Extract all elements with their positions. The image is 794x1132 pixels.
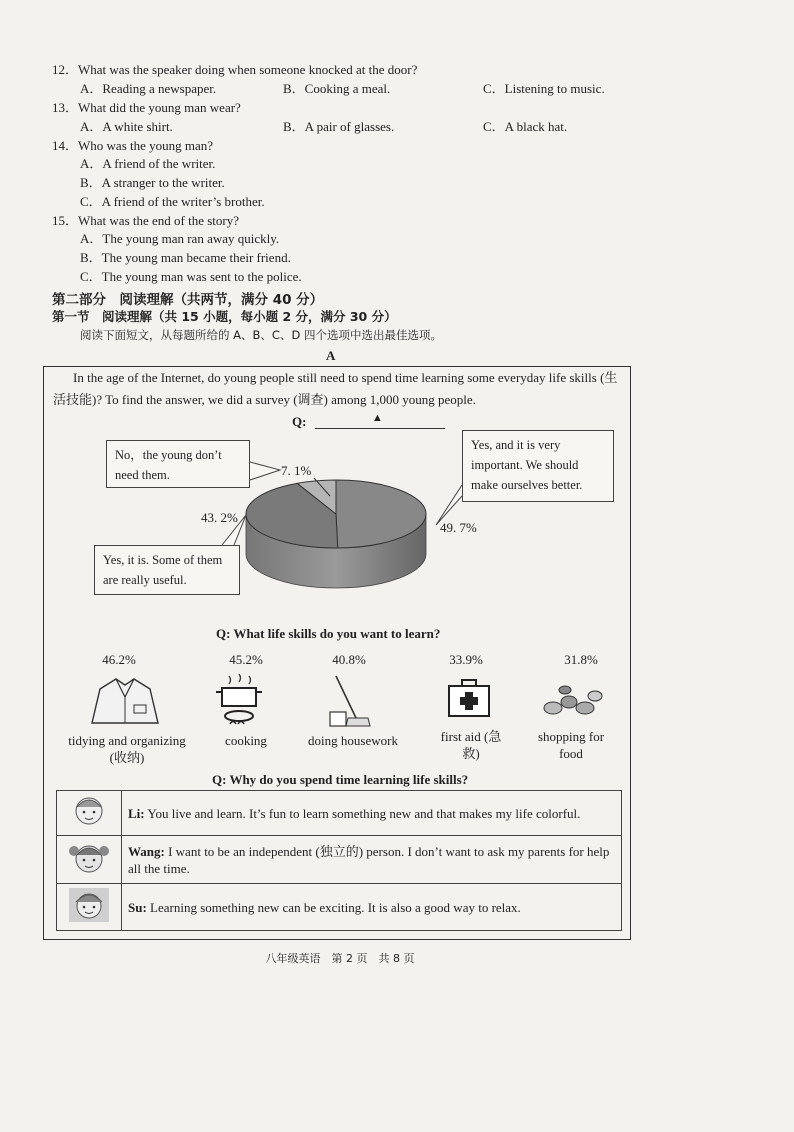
food-icon <box>541 684 607 718</box>
reason-name-wang: Wang: <box>128 843 165 859</box>
pie-label-no: 7. 1% <box>281 463 312 478</box>
callout-yes-important: Yes, and it is very important. We should make ourselves better. <box>462 430 614 502</box>
reason-text-li: You live and learn. It’s fun to learn something new and that makes my life colorful. <box>147 805 581 821</box>
section-instruction: 阅读下面短文，从每题所给的 A、B、C、D 四个选项中选出最佳选项。 <box>80 328 442 342</box>
q14-option-c: C．A friend of the writer’s brother. <box>80 194 265 209</box>
girl-face-icon <box>67 886 111 924</box>
q12-option-a: A．Reading a newspaper. <box>80 81 217 96</box>
q14-option-b: B．A stranger to the writer. <box>80 175 225 190</box>
q13-option-b: B．A pair of glasses. <box>283 119 395 134</box>
face-wang <box>57 836 122 884</box>
skill-name-firstaid: first aid (急救) <box>440 729 502 761</box>
q14-option-a: A．A friend of the writer. <box>80 156 216 171</box>
girl-face-icon <box>67 839 111 877</box>
pie-label-yes-important: 49. 7% <box>440 520 477 535</box>
face-su <box>57 884 122 931</box>
q15-option-c: C．The young man was sent to the police. <box>80 269 302 284</box>
pot-icon <box>214 672 264 728</box>
page-footer: 八年级英语 第 2 页 共 8 页 <box>265 952 415 965</box>
face-li <box>57 791 122 836</box>
skill-pct-tidying: 46.2% <box>102 652 136 667</box>
table-row <box>57 884 622 931</box>
reason-name-su: Su: <box>128 899 147 915</box>
table-row <box>57 836 622 884</box>
skill-name-shopping: shopping for food <box>537 729 605 761</box>
callout-no: No，the young don’t need them. <box>106 440 250 488</box>
part2-title: 第二部分 阅读理解（共两节，满分 40 分） <box>52 292 324 308</box>
leader-7pct <box>314 478 330 496</box>
q12-option-c: C．Listening to music. <box>483 81 605 96</box>
q12-option-b: B．Cooking a meal. <box>283 81 391 96</box>
reason-text-wang: I want to be an independent (独立的) person. I don’t want to ask my parents for help all the time. <box>128 843 610 876</box>
question-13: 13．What did the young man wear? <box>52 100 241 115</box>
reasons-table <box>56 790 622 931</box>
skill-pct-shopping: 31.8% <box>564 652 598 667</box>
q3-title: Q: Why do you spend time learning life skills? <box>212 772 469 787</box>
q13-option-c: C．A black hat. <box>483 119 568 134</box>
q1-blank-marker: ▲ <box>372 412 383 424</box>
skill-pct-firstaid: 33.9% <box>449 652 483 667</box>
passage-letter: A <box>326 348 336 363</box>
skill-pct-cooking: 45.2% <box>229 652 263 667</box>
pie-label-yes-useful: 43. 2% <box>201 510 238 525</box>
section1-title: 第一节 阅读理解（共 15 小题，每小题 2 分，满分 30 分） <box>52 309 397 324</box>
pointer-yes-useful <box>222 515 246 545</box>
reason-text-su: Learning something new can be exciting. It is also a good way to relax. <box>150 899 521 915</box>
q2-title: Q: What life skills do you want to learn? <box>216 626 441 641</box>
table-row <box>57 791 622 836</box>
mop-icon <box>322 674 374 730</box>
question-12: 12．What was the speaker doing when someone knocked at the door? <box>52 62 418 77</box>
survey-intro: In the age of the Internet, do young people still need to spend time learning some everyday life skills (生活技能)? To find the answer, we did a survey (调查) among 1,000 young people. <box>53 370 618 407</box>
question-15: 15．What was the end of the story? <box>52 213 240 228</box>
question-14: 14．Who was the young man? <box>52 138 214 153</box>
skill-pct-housework: 40.8% <box>332 652 366 667</box>
girl-face-icon <box>69 793 109 829</box>
skill-name-tidying: tidying and organizing (收纳) <box>68 733 186 765</box>
pointer-yes-important <box>436 485 462 525</box>
q13-option-a: A．A white shirt. <box>80 119 173 134</box>
callout-yes-useful: Yes, it is. Some of them are really useful. <box>94 545 240 595</box>
reason-name-li: Li: <box>128 805 145 821</box>
q1-label: Q: <box>292 414 307 429</box>
q15-option-a: A．The young man ran away quickly. <box>80 231 280 246</box>
first-aid-kit-icon <box>446 678 492 718</box>
shirt-icon <box>86 675 164 727</box>
q15-option-b: B．The young man became their friend. <box>80 250 291 265</box>
skill-name-housework: doing housework <box>308 733 398 748</box>
skill-name-cooking: cooking <box>225 733 267 748</box>
pointer-no <box>250 462 280 480</box>
